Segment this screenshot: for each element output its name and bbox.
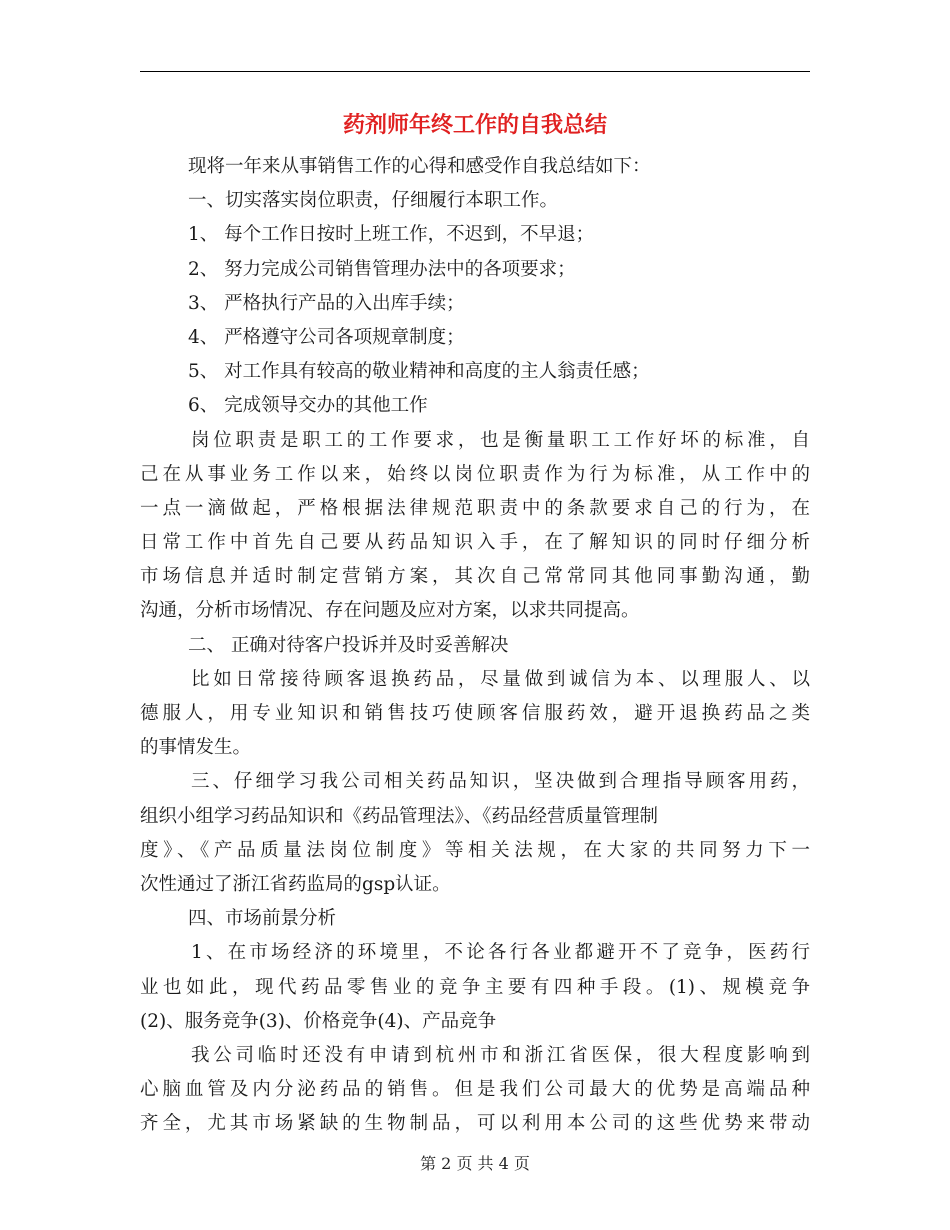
paragraph-line: 岗位职责是职工的工作要求，也是衡量职工工作好坏的标准，自 <box>191 429 810 451</box>
paragraph-line: 次性通过了浙江省药监局的gsp认证。 <box>140 873 451 895</box>
paragraph-line: 比如日常接待顾客退换药品，尽量做到诚信为本、以理服人、以 <box>191 668 810 690</box>
section-heading: 二、 正确对待客户投诉并及时妥善解决 <box>188 634 509 656</box>
header-rule <box>140 71 810 72</box>
paragraph-line: 德服人，用专业知识和销售技巧使顾客信服药效，避开退换药品之类 <box>140 703 810 724</box>
paragraph-line: 沟通，分析市场情况、存在问题及应对方案，以求共同提高。 <box>140 600 640 622</box>
list-item: 5、 对工作具有较高的敬业精神和高度的主人翁责任感； <box>188 361 650 383</box>
paragraph-line: 业也如此，现代药品零售业的竞争主要有四种手段。(1)、规模竞争 <box>140 976 810 998</box>
paragraph-line: 齐全，尤其市场紧缺的生物制品，可以利用本公司的这些优势来带动 <box>140 1113 810 1135</box>
section-heading: 四、市场前景分析 <box>188 908 337 930</box>
paragraph-line: 己在从事业务工作以来，始终以岗位职责作为行为标准，从工作中的 <box>140 463 810 485</box>
paragraph-line: (2)、服务竞争(3)、价格竞争(4)、产品竞争 <box>140 1010 497 1032</box>
document-title: 药剂师年终工作的自我总结 <box>342 113 607 138</box>
list-item: 2、 努力完成公司销售管理办法中的各项要求； <box>188 258 576 280</box>
list-item: 4、 严格遵守公司各项规章制度； <box>188 326 465 348</box>
page-number-footer: 第 2 页 共 4 页 <box>420 1154 530 1173</box>
list-item: 3、 严格执行产品的入出库手续； <box>188 292 465 314</box>
paragraph-line: 的事情发生。 <box>140 737 252 759</box>
paragraph-line: 组织小组学习药品知识和《药品管理法》、《药品经营质量管理制 <box>140 805 659 827</box>
paragraph-line: 一点一滴做起，严格根据法律规范职责中的条款要求自己的行为，在 <box>140 497 810 519</box>
paragraph-line: 一、切实落实岗位职责，仔细履行本职工作。 <box>188 190 559 212</box>
paragraph-line: 日常工作中首先自己要从药品知识入手，在了解知识的同时仔细分析 <box>140 532 810 554</box>
paragraph-line: 现将一年来从事销售工作的心得和感受作自我总结如下： <box>188 156 651 177</box>
list-item: 1、 每个工作日按时上班工作，不迟到，不早退； <box>188 224 595 246</box>
list-item: 6、 完成领导交办的其他工作 <box>188 395 428 417</box>
paragraph-line: 心脑血管及内分泌药品的销售。但是我们公司最大的优势是高端品种 <box>140 1079 810 1101</box>
paragraph-line: 度》、《产品质量法岗位制度》等相关法规，在大家的共同努力下一 <box>140 839 810 861</box>
paragraph-line: 我公司临时还没有申请到杭州市和浙江省医保，很大程度影响到 <box>191 1044 810 1066</box>
document-body <box>140 150 810 1141</box>
paragraph-line: 市场信息并适时制定营销方案，其次自己常常同其他同事勤沟通，勤 <box>140 566 810 588</box>
paragraph-line: 1、在市场经济的环境里，不论各行各业都避开不了竞争，医药行 <box>191 942 810 964</box>
section-heading: 三、仔细学习我公司相关药品知识，坚决做到合理指导顾客用药， <box>191 771 810 793</box>
